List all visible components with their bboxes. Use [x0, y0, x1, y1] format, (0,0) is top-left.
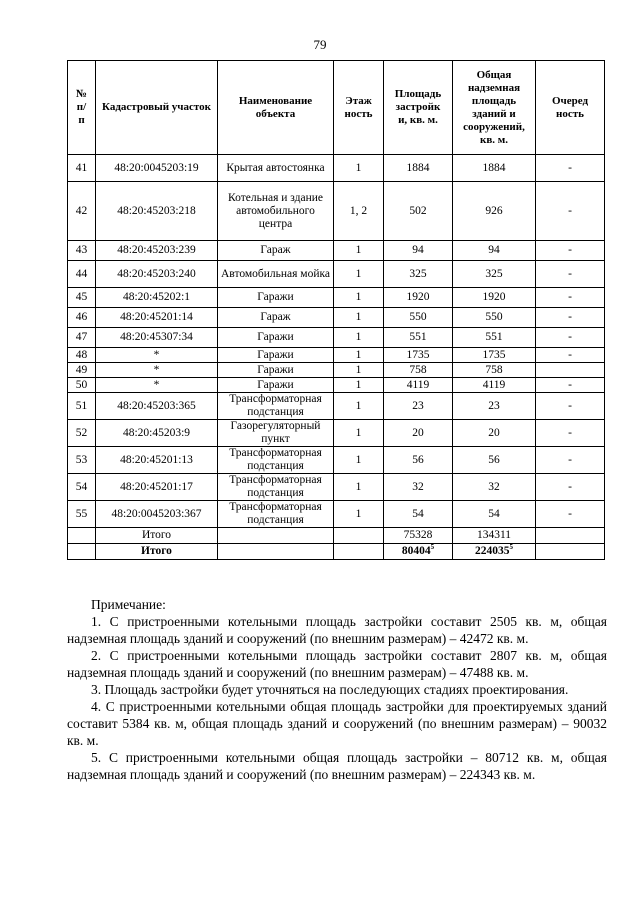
cell-order: -: [536, 393, 605, 420]
cell-floors: 1, 2: [334, 182, 384, 241]
cell-cadastral: 48:20:0045203:367: [96, 501, 218, 528]
cell-num: 45: [68, 288, 96, 308]
cell-total-area: 1884: [453, 155, 536, 182]
cell-num: 42: [68, 182, 96, 241]
cell-name: Гаражи: [218, 363, 334, 378]
header-order: Очеред ность: [536, 61, 605, 155]
cell-name: Гаражи: [218, 378, 334, 393]
cell-floors: 1: [334, 363, 384, 378]
cell-floors: 1: [334, 378, 384, 393]
cell-total-area: 54: [453, 501, 536, 528]
cell-area: 56: [384, 447, 453, 474]
cell-empty: [218, 528, 334, 544]
cell-area: 1735: [384, 348, 453, 363]
cell-num: 47: [68, 328, 96, 348]
cell-total-area: 56: [453, 447, 536, 474]
cell-name: Трансформаторная подстанция: [218, 447, 334, 474]
cell-cadastral: 48:20:45203:218: [96, 182, 218, 241]
cell-cadastral: 48:20:0045203:19: [96, 155, 218, 182]
cell-floors: 1: [334, 328, 384, 348]
cell-cadastral: 48:20:45203:9: [96, 420, 218, 447]
cell-cadastral: 48:20:45201:14: [96, 308, 218, 328]
cell-total-area: 1920: [453, 288, 536, 308]
cell-cadastral: 48:20:45201:17: [96, 474, 218, 501]
cell-num: 48: [68, 348, 96, 363]
cell-area: 4119: [384, 378, 453, 393]
cell-name: Гараж: [218, 308, 334, 328]
cell-floors: 1: [334, 155, 384, 182]
table-row: [68, 420, 605, 447]
header-total-area: Общая надземная площадь зданий и сооружений, кв. м.: [453, 61, 536, 155]
table-row: [68, 241, 605, 261]
cell-num: 50: [68, 378, 96, 393]
cell-name: Трансформаторная подстанция: [218, 501, 334, 528]
notes-title: Примечание:: [91, 597, 166, 612]
cell-floors: 1: [334, 393, 384, 420]
cell-empty: [536, 544, 605, 560]
table-row: [68, 182, 605, 241]
cell-floors: 1: [334, 420, 384, 447]
table-row: [68, 328, 605, 348]
cell-cadastral: 48:20:45203:240: [96, 261, 218, 288]
header-name: Наименование объекта: [218, 61, 334, 155]
cell-area: 758: [384, 363, 453, 378]
note-item: 1. С пристроенными котельными площадь застройки составит 2505 кв. м, общая надземная площадь зданий и сооружений (по внешним размерам) – 42472 кв. м.: [67, 614, 607, 646]
cell-name: Трансформаторная подстанция: [218, 393, 334, 420]
cell-total-area: 325: [453, 261, 536, 288]
page-number: 79: [313, 37, 327, 52]
cell-num: 53: [68, 447, 96, 474]
cell-order: [536, 363, 605, 378]
cell-order: -: [536, 501, 605, 528]
cell-name: Трансформаторная подстанция: [218, 474, 334, 501]
cell-order: -: [536, 420, 605, 447]
cell-total-area: 23: [453, 393, 536, 420]
cell-order: -: [536, 378, 605, 393]
cell-area: 1920: [384, 288, 453, 308]
cell-total-area: 1735: [453, 348, 536, 363]
cell-cadastral: *: [96, 348, 218, 363]
table-row: [68, 501, 605, 528]
cell-num: 51: [68, 393, 96, 420]
cell-order: -: [536, 474, 605, 501]
table-header-row: [68, 61, 605, 155]
subtotal-label: Итого: [96, 528, 218, 544]
cell-floors: 1: [334, 241, 384, 261]
cell-area: 551: [384, 328, 453, 348]
cell-area: 94: [384, 241, 453, 261]
note-item: 4. С пристроенными котельными общая площадь застройки для проектируемых зданий составит 5384 кв. м, общая площадь зданий и сооружений (по внешним размерам) – 90032 кв. м.: [67, 699, 607, 748]
cell-cadastral: *: [96, 363, 218, 378]
cell-name: Гаражи: [218, 288, 334, 308]
cell-name: Газорегуляторный пункт: [218, 420, 334, 447]
table-row: [68, 378, 605, 393]
note-item: 3. Площадь застройки будет уточняться на последующих стадиях проектирования.: [91, 682, 569, 697]
cell-order: -: [536, 182, 605, 241]
cell-order: -: [536, 288, 605, 308]
table-row: [68, 288, 605, 308]
subtotal-row: [68, 528, 605, 544]
cell-empty: [68, 544, 96, 560]
cell-num: 41: [68, 155, 96, 182]
cell-order: -: [536, 308, 605, 328]
cell-num: 46: [68, 308, 96, 328]
cell-num: 54: [68, 474, 96, 501]
cell-total-area: 926: [453, 182, 536, 241]
cell-name: Крытая автостоянка: [218, 155, 334, 182]
table-row: [68, 308, 605, 328]
cell-empty: [334, 544, 384, 560]
cell-area: 325: [384, 261, 453, 288]
cell-total-area: 94: [453, 241, 536, 261]
cell-floors: 1: [334, 261, 384, 288]
cell-name: Гараж: [218, 241, 334, 261]
table-row: [68, 393, 605, 420]
note-item: 5. С пристроенными котельными общая площадь застройки – 80712 кв. м, общая надземная площадь зданий и сооружений (по внешним размерам) – 224343 кв. м.: [67, 750, 607, 782]
table-row: [68, 348, 605, 363]
cell-order: -: [536, 348, 605, 363]
cell-name: Автомобильная мойка: [218, 261, 334, 288]
header-num: № п/ п: [68, 61, 96, 155]
header-floors: Этаж ность: [334, 61, 384, 155]
cell-empty: [334, 528, 384, 544]
cell-floors: 1: [334, 348, 384, 363]
cell-total-area: 20: [453, 420, 536, 447]
header-cadastral: Кадастровый участок: [96, 61, 218, 155]
cell-cadastral: 48:20:45307:34: [96, 328, 218, 348]
cell-order: -: [536, 241, 605, 261]
cell-name: Котельная и здание автомобильного центра: [218, 182, 334, 241]
cell-total-area: 551: [453, 328, 536, 348]
cell-total-area: 758: [453, 363, 536, 378]
cell-area: 54: [384, 501, 453, 528]
cell-cadastral: 48:20:45202:1: [96, 288, 218, 308]
subtotal-area: 75328: [384, 528, 453, 544]
cell-num: 43: [68, 241, 96, 261]
subtotal-total-area: 134311: [453, 528, 536, 544]
cell-total-area: 32: [453, 474, 536, 501]
cell-floors: 1: [334, 447, 384, 474]
cell-area: 32: [384, 474, 453, 501]
cell-num: 55: [68, 501, 96, 528]
cell-empty: [68, 528, 96, 544]
header-area: Площадь застройк и, кв. м.: [384, 61, 453, 155]
cell-total-area: 550: [453, 308, 536, 328]
cell-order: -: [536, 155, 605, 182]
table-row: [68, 363, 605, 378]
cell-order: -: [536, 447, 605, 474]
note-item: 2. С пристроенными котельными площадь застройки составит 2807 кв. м, общая надземная площадь зданий и сооружений (по внешним размерам) – 47488 кв. м.: [67, 648, 607, 680]
cell-total-area: 4119: [453, 378, 536, 393]
cell-cadastral: *: [96, 378, 218, 393]
total-area: 80404$^5$: [384, 544, 453, 560]
cell-name: Гаражи: [218, 348, 334, 363]
table-row: [68, 155, 605, 182]
cell-cadastral: 48:20:45201:13: [96, 447, 218, 474]
cell-cadastral: 48:20:45203:365: [96, 393, 218, 420]
cell-floors: 1: [334, 288, 384, 308]
cell-floors: 1: [334, 308, 384, 328]
table-row: [68, 447, 605, 474]
cell-area: 502: [384, 182, 453, 241]
cell-order: -: [536, 261, 605, 288]
cell-floors: 1: [334, 474, 384, 501]
total-total-area: 224035$^5$: [453, 544, 536, 560]
cell-num: 44: [68, 261, 96, 288]
cell-num: 49: [68, 363, 96, 378]
total-label: Итого: [96, 544, 218, 560]
total-row: [68, 544, 605, 560]
cell-empty: [536, 528, 605, 544]
cell-area: 1884: [384, 155, 453, 182]
cell-cadastral: 48:20:45203:239: [96, 241, 218, 261]
cell-area: 550: [384, 308, 453, 328]
cell-order: -: [536, 328, 605, 348]
cell-num: 52: [68, 420, 96, 447]
notes-section: [67, 596, 607, 783]
cell-area: 20: [384, 420, 453, 447]
table-row: [68, 474, 605, 501]
buildings-table: [67, 60, 605, 560]
cell-area: 23: [384, 393, 453, 420]
cell-name: Гаражи: [218, 328, 334, 348]
cell-empty: [218, 544, 334, 560]
table-row: [68, 261, 605, 288]
cell-floors: 1: [334, 501, 384, 528]
